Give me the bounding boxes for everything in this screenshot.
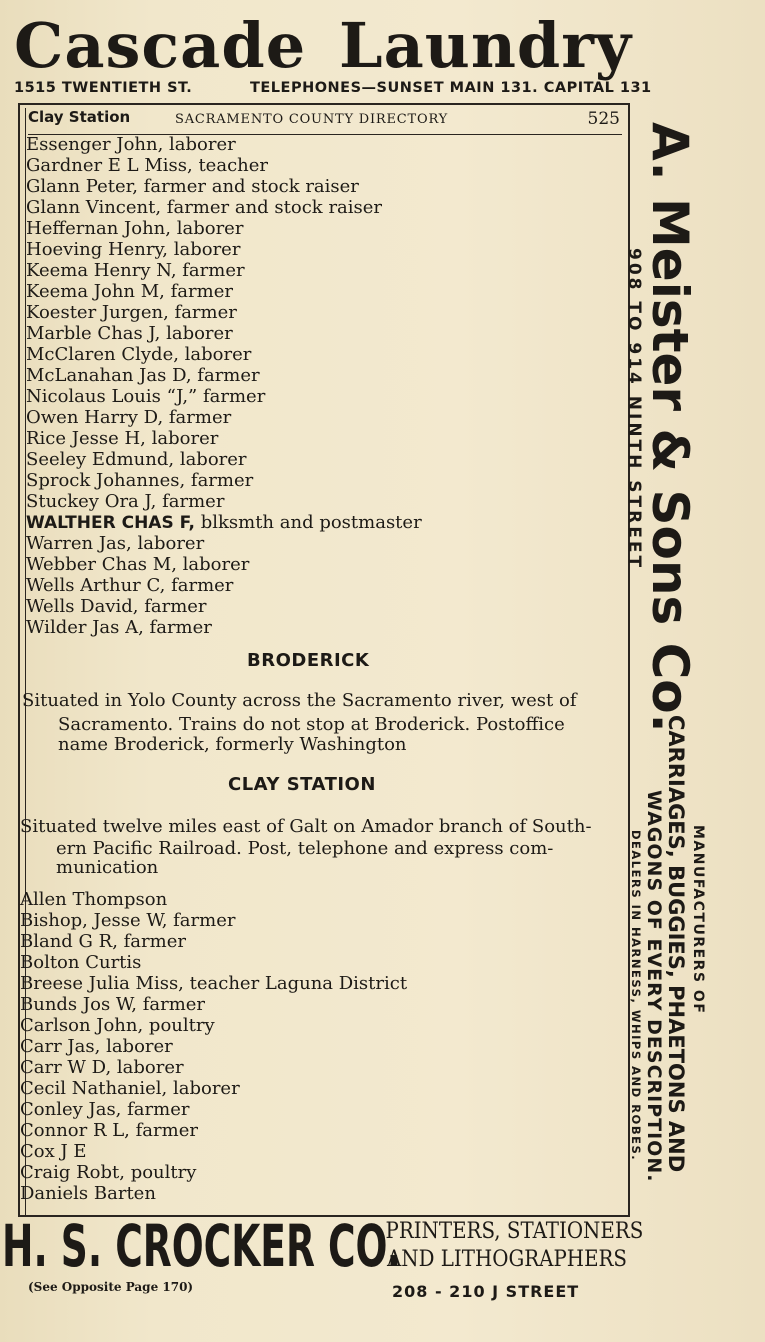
crocker-address: 208 - 210 J STREET <box>392 1282 580 1301</box>
list-item: Bishop, Jesse W, farmer <box>20 910 236 931</box>
page-number: 525 <box>587 109 620 129</box>
list-item: Owen Harry D, farmer <box>26 407 232 428</box>
list-item: Connor R L, farmer <box>20 1120 198 1141</box>
list-item: Warren Jas, laborer <box>26 533 205 554</box>
list-item: Cecil Nathaniel, laborer <box>20 1078 240 1099</box>
list-item: Daniels Barten <box>20 1183 156 1204</box>
list-item: Heffernan John, laborer <box>26 218 244 239</box>
list-item: Nicolaus Louis “J,” farmer <box>26 386 266 407</box>
list-item: Carr Jas, laborer <box>20 1036 173 1057</box>
crocker-company-name: H. S. CROCKER CO. <box>2 1212 401 1280</box>
laundry-address: 1515 TWENTIETH ST. <box>14 80 193 96</box>
list-item: Stuckey Ora J, farmer <box>26 491 225 512</box>
list-item: Essenger John, laborer <box>26 134 236 155</box>
meister-manufacturers: MANUFACTURERS OF <box>690 825 706 1015</box>
laundry-telephones: TELEPHONES—SUNSET MAIN 131. CAPITAL 131 <box>250 80 652 96</box>
list-item: Breese Julia Miss, teacher Laguna District <box>20 973 408 994</box>
cascade-laundry-ad-title <box>14 10 654 82</box>
list-item: Seeley Edmund, laborer <box>26 449 247 470</box>
list-item: Wells David, farmer <box>26 596 207 617</box>
list-item: Craig Robt, poultry <box>20 1162 197 1183</box>
list-item: Wilder Jas A, farmer <box>26 617 212 638</box>
crocker-printers-block <box>385 1218 644 1274</box>
list-item: Bland G R, farmer <box>20 931 186 952</box>
list-item: Glann Peter, farmer and stock raiser <box>26 176 359 197</box>
crocker-see-note: (See Opposite Page 170) <box>28 1280 194 1294</box>
list-item: McClaren Clyde, laborer <box>26 344 252 365</box>
running-head-title: SACRAMENTO COUNTY DIRECTORY <box>175 112 449 127</box>
list-item: Allen Thompson <box>20 889 168 910</box>
crocker-printers-line-1: PRINTERS, STATIONERS <box>385 1219 644 1244</box>
list-item-caps <box>26 512 422 533</box>
meister-wagons: WAGONS OF EVERY DESCRIPTION. <box>643 790 665 1183</box>
running-head <box>28 108 622 135</box>
meister-company-name: A. Meister & Sons Co. <box>641 122 699 733</box>
running-head-locality: Clay Station <box>28 108 131 126</box>
list-item: Carlson John, poultry <box>20 1015 215 1036</box>
ad-title-word1: Cascade <box>14 9 307 82</box>
list-item: Bunds Jos W, farmer <box>20 994 206 1015</box>
list-item: Sprock Johannes, farmer <box>26 470 254 491</box>
list-item: Glann Vincent, farmer and stock raiser <box>26 197 383 218</box>
list-item: Koester Jurgen, farmer <box>26 302 237 323</box>
list-item: Keema Henry N, farmer <box>26 260 245 281</box>
entries-list-top <box>26 134 422 638</box>
crocker-printers-line-2: AND LITHOGRAPHERS <box>386 1247 628 1272</box>
clay-station-line-3: munication <box>56 857 159 878</box>
list-item: Cox J E <box>20 1141 87 1162</box>
clay-station-line-2: ern Pacific Railroad. Post, telephone and express com- <box>56 838 554 859</box>
list-item: Marble Chas J, laborer <box>26 323 233 344</box>
list-item: Wells Arthur C, farmer <box>26 575 234 596</box>
entries-list-bottom <box>20 889 407 1204</box>
meister-street: 908 TO 914 NINTH STREET <box>624 248 644 571</box>
list-item: McLanahan Jas D, farmer <box>26 365 260 386</box>
list-item: Carr W D, laborer <box>20 1057 184 1078</box>
broderick-line-1: Situated in Yolo County across the Sacramento river, west of <box>22 690 577 711</box>
meister-dealers: DEALERS IN HARNESS, WHIPS AND ROBES. <box>629 830 643 1162</box>
broderick-line-3: name Broderick, formerly Washington <box>58 734 407 755</box>
list-item: Hoeving Henry, laborer <box>26 239 241 260</box>
list-item: Conley Jas, farmer <box>20 1099 190 1120</box>
list-item: Bolton Curtis <box>20 952 142 973</box>
list-item: Gardner E L Miss, teacher <box>26 155 268 176</box>
list-item: Keema John M, farmer <box>26 281 233 302</box>
caps-name: WALTHER CHAS F, <box>26 513 195 533</box>
list-item: Rice Jesse H, laborer <box>26 428 219 449</box>
clay-station-line-1: Situated twelve miles east of Galt on Amador branch of South- <box>20 816 592 837</box>
clay-station-heading: CLAY STATION <box>228 774 376 795</box>
meister-carriages: CARRIAGES, BUGGIES, PHAETONS AND <box>664 715 688 1173</box>
caps-rest: blksmth and postmaster <box>194 512 422 533</box>
broderick-heading: BRODERICK <box>247 650 370 671</box>
list-item: Webber Chas M, laborer <box>26 554 250 575</box>
broderick-line-2: Sacramento. Trains do not stop at Broderick. Postoffice <box>58 714 565 735</box>
ad-title-word2: Laundry <box>339 9 632 82</box>
